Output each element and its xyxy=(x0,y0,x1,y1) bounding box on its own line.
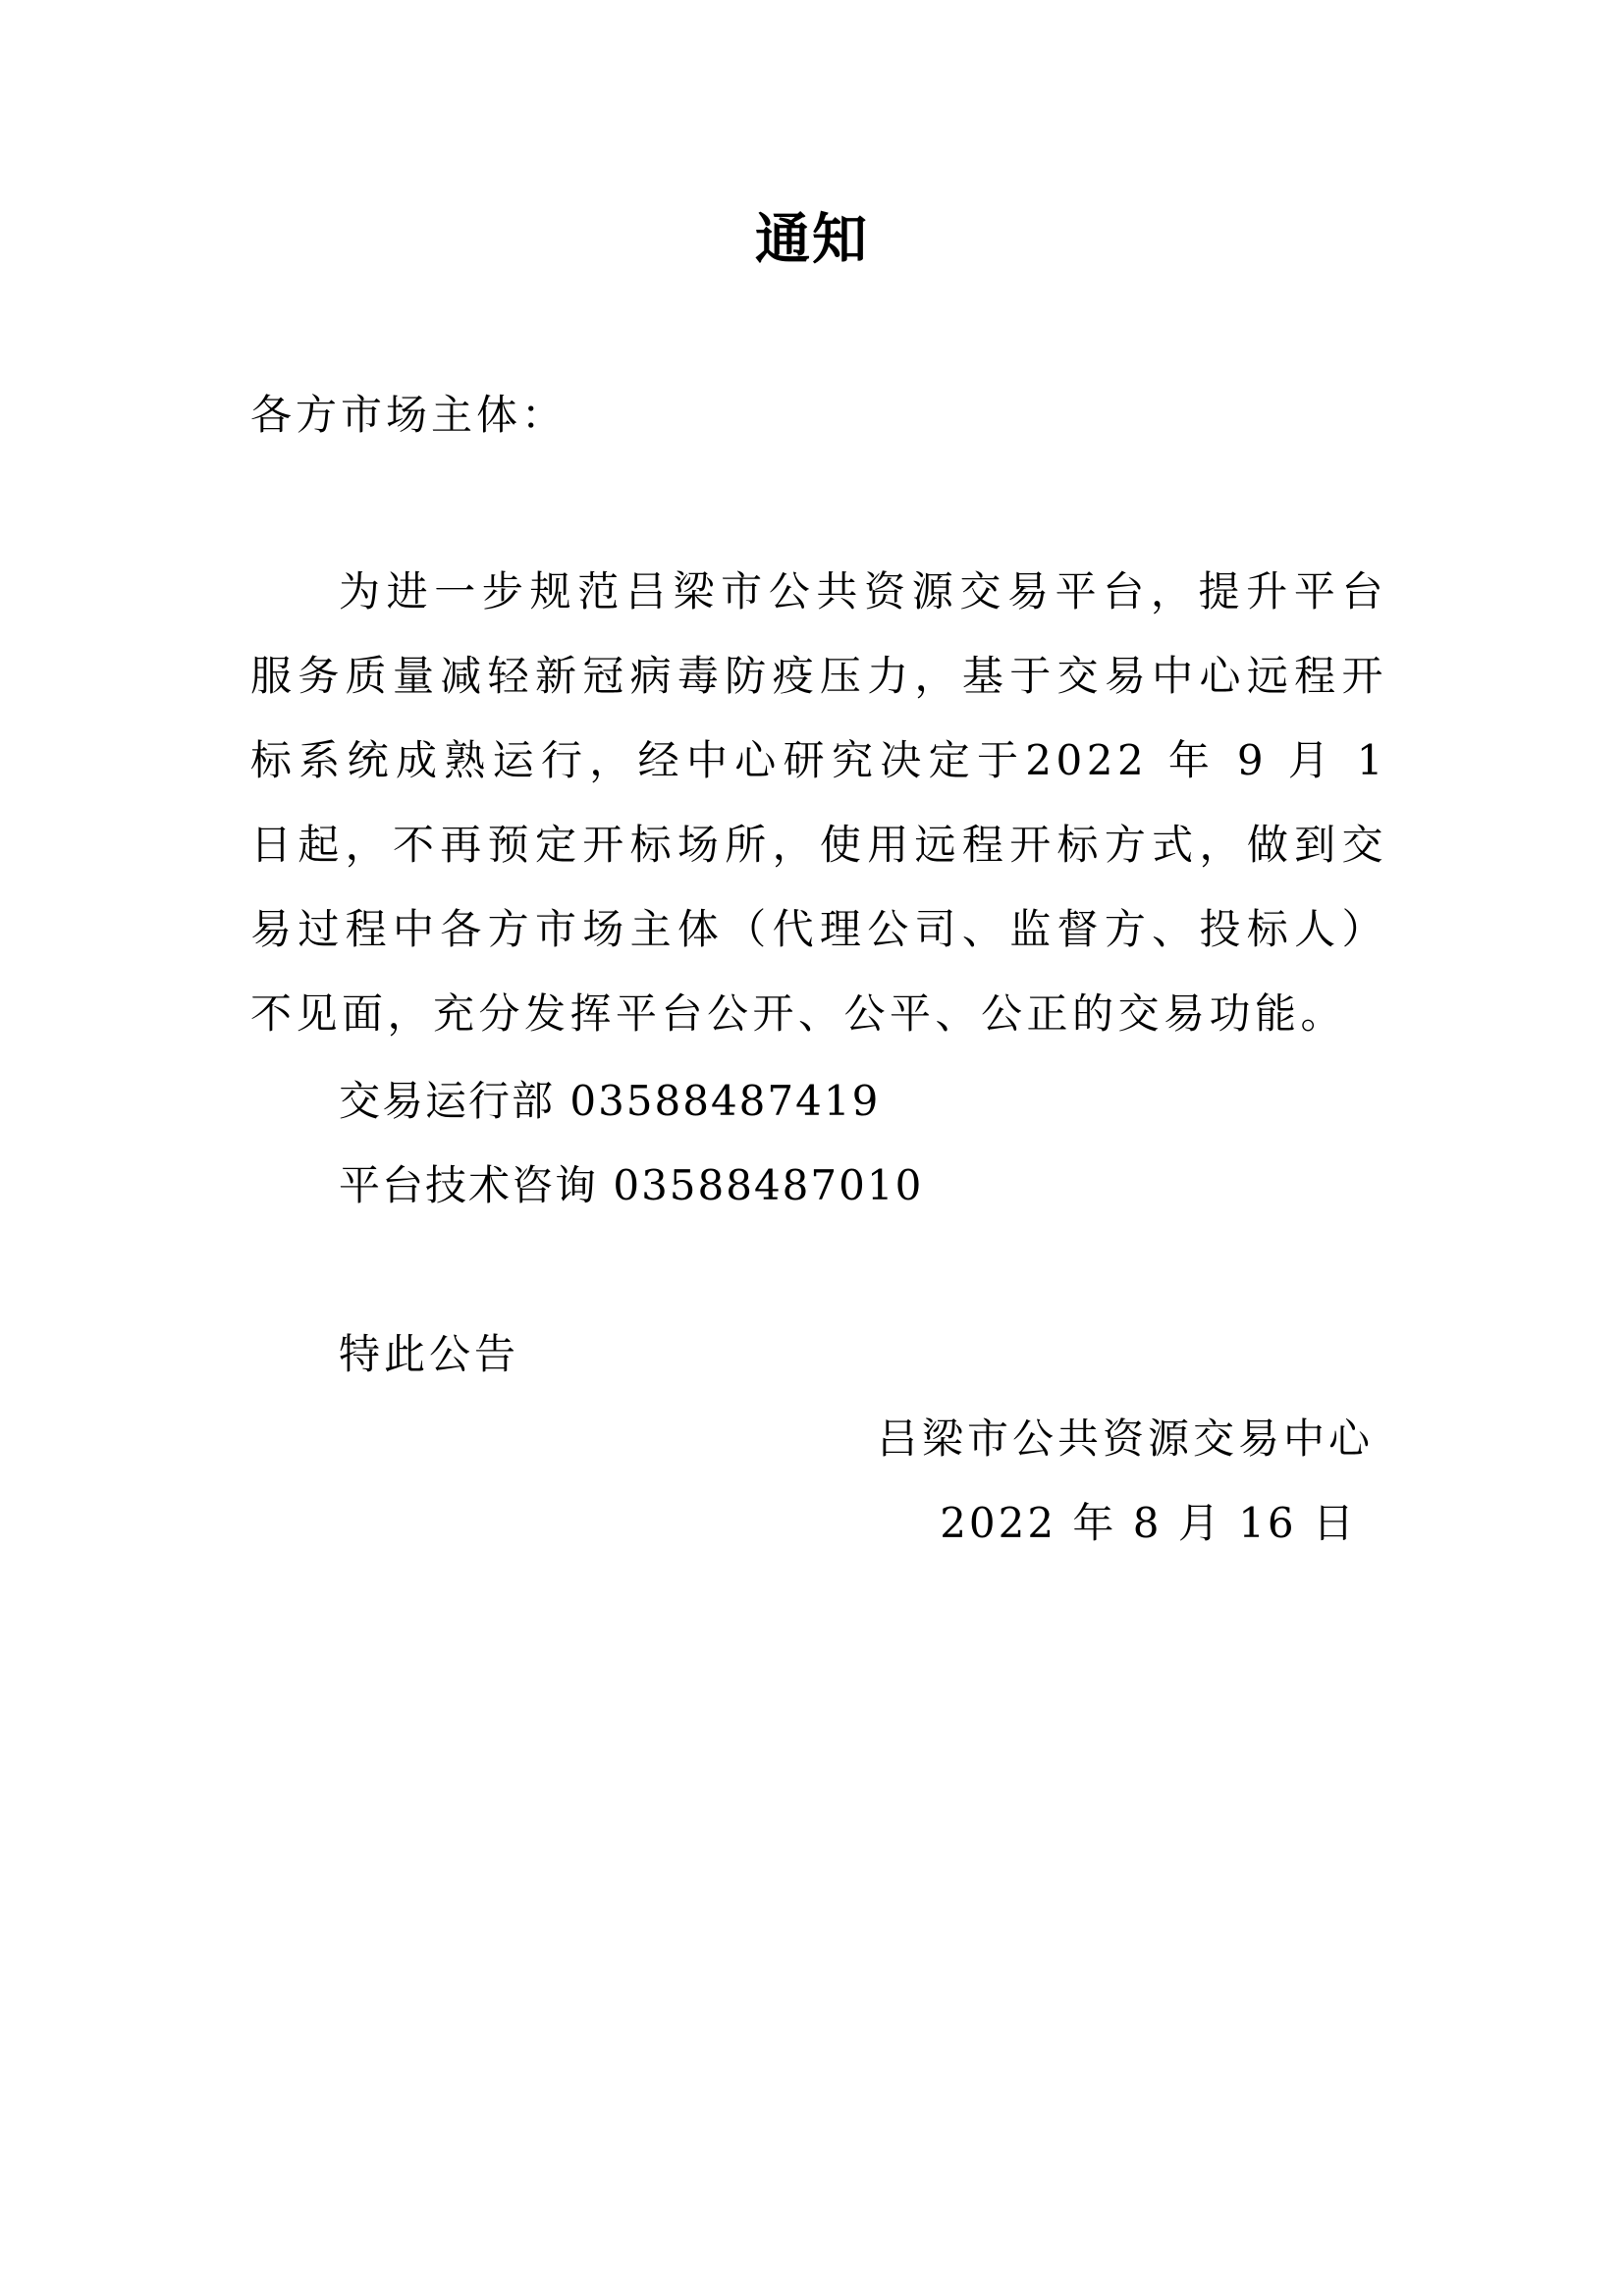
closing-statement: 特此公告 xyxy=(339,1330,520,1378)
contact-line-operations: 交易运行部 03588487419 xyxy=(339,1077,881,1125)
issuer-signature: 吕梁市公共资源交易中心 xyxy=(876,1415,1374,1463)
salutation: 各方市场主体： xyxy=(250,391,568,439)
issue-date: 2022 年 8 月 16 日 xyxy=(940,1499,1357,1547)
document-title: 通知 xyxy=(755,208,869,272)
body-paragraph: 为进一步规范吕梁市公共资源交易平台，提升平台服务质量减轻新冠病毒防疫压力，基于交易中心远程开标系统成熟运行，经中心研究决定于2022 年 9 月 1 日起，不再预定开标场所，使用远程开标方式，做到交易过程中各方市场主体（代理公司、监督方、投标人）不见面，充分发挥平台公开、公平、公正的交易功能。 xyxy=(250,567,1387,1038)
contact-line-tech-support: 平台技术咨询 03588487010 xyxy=(339,1161,924,1209)
